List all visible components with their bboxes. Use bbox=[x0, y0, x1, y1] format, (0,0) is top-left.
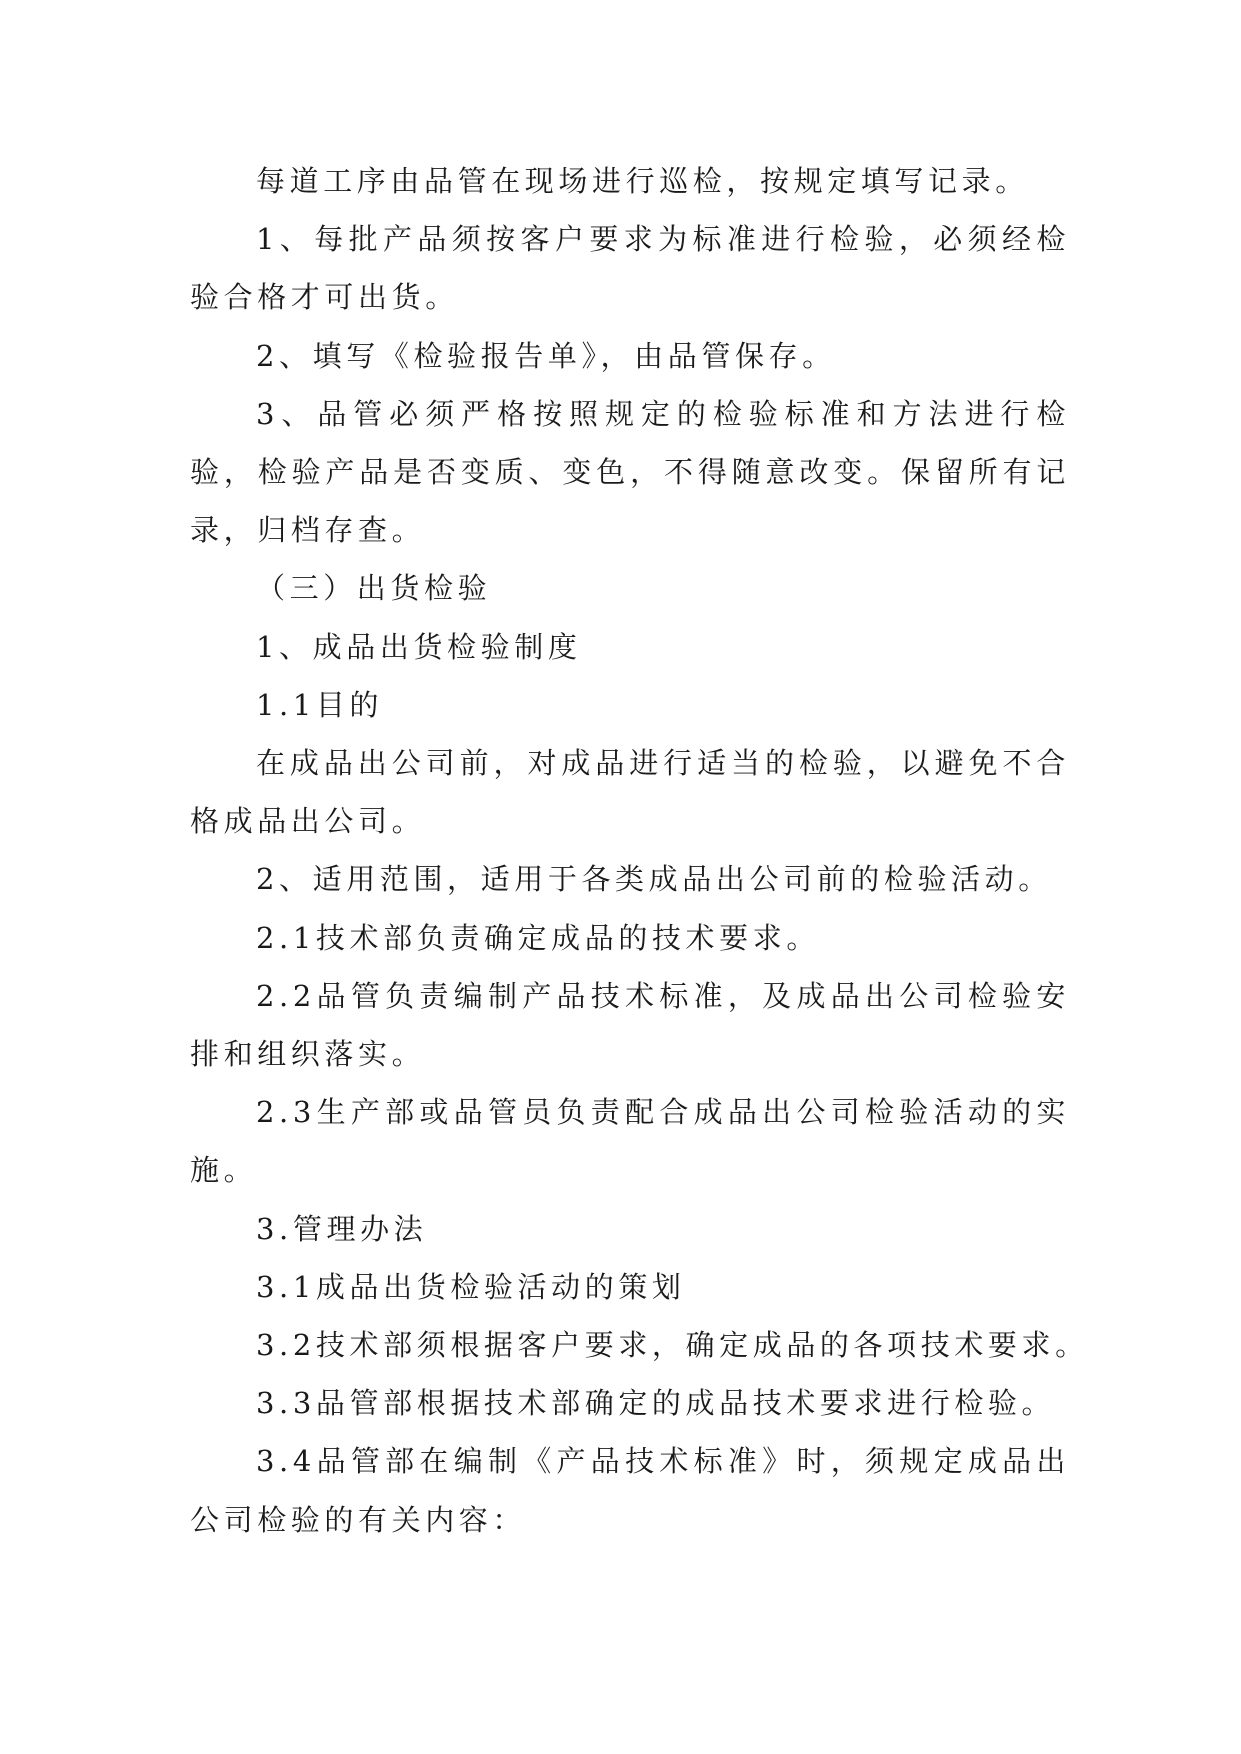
paragraph-batch-inspection: 1、每批产品须按客户要求为标准进行检验，必须经检验合格才可出货。 bbox=[190, 222, 1070, 315]
paragraph-shipment-system: 1、成品出货检验制度 bbox=[256, 629, 582, 664]
section-heading-shipment-inspection: （三）出货检验 bbox=[256, 571, 492, 606]
paragraph-2-3: 2.3生产部或品管员负责配合成品出公司检验活动的实施。 bbox=[190, 1095, 1070, 1188]
document-body bbox=[190, 152, 1089, 1549]
paragraph-purpose-heading: 1.1目的 bbox=[256, 687, 384, 722]
paragraph-management-heading: 3.管理办法 bbox=[256, 1211, 428, 1246]
paragraph-inspection-report: 2、填写《检验报告单》，由品管保存。 bbox=[256, 338, 836, 373]
paragraph-patrol-inspection: 每道工序由品管在现场进行巡检，按规定填写记录。 bbox=[256, 164, 1029, 198]
paragraph-2-2: 2.2品管负责编制产品技术标准，及成品出公司检验安排和组织落实。 bbox=[190, 978, 1070, 1072]
paragraph-3-2: 3.2技术部须根据客户要求，确定成品的各项技术要求。 bbox=[256, 1328, 1089, 1363]
paragraph-3-3: 3.3品管部根据技术部确定的成品技术要求进行检验。 bbox=[256, 1386, 1056, 1421]
paragraph-purpose-text: 在成品出公司前，对成品进行适当的检验，以避免不合格成品出公司。 bbox=[190, 746, 1070, 839]
paragraph-3-1: 3.1成品出货检验活动的策划 bbox=[256, 1269, 686, 1304]
paragraph-3-4: 3.4品管部在编制《产品技术标准》时，须规定成品出公司检验的有关内容： bbox=[190, 1444, 1070, 1537]
paragraph-inspection-standards: 3、品管必须严格按照规定的检验标准和方法进行检验，检验产品是否变质、变色，不得随意改变。保留所有记录，归档存查。 bbox=[190, 396, 1070, 548]
paragraph-2-1: 2.1技术部负责确定成品的技术要求。 bbox=[256, 920, 820, 955]
paragraph-scope: 2、适用范围，适用于各类成品出公司前的检验活动。 bbox=[256, 862, 1052, 897]
